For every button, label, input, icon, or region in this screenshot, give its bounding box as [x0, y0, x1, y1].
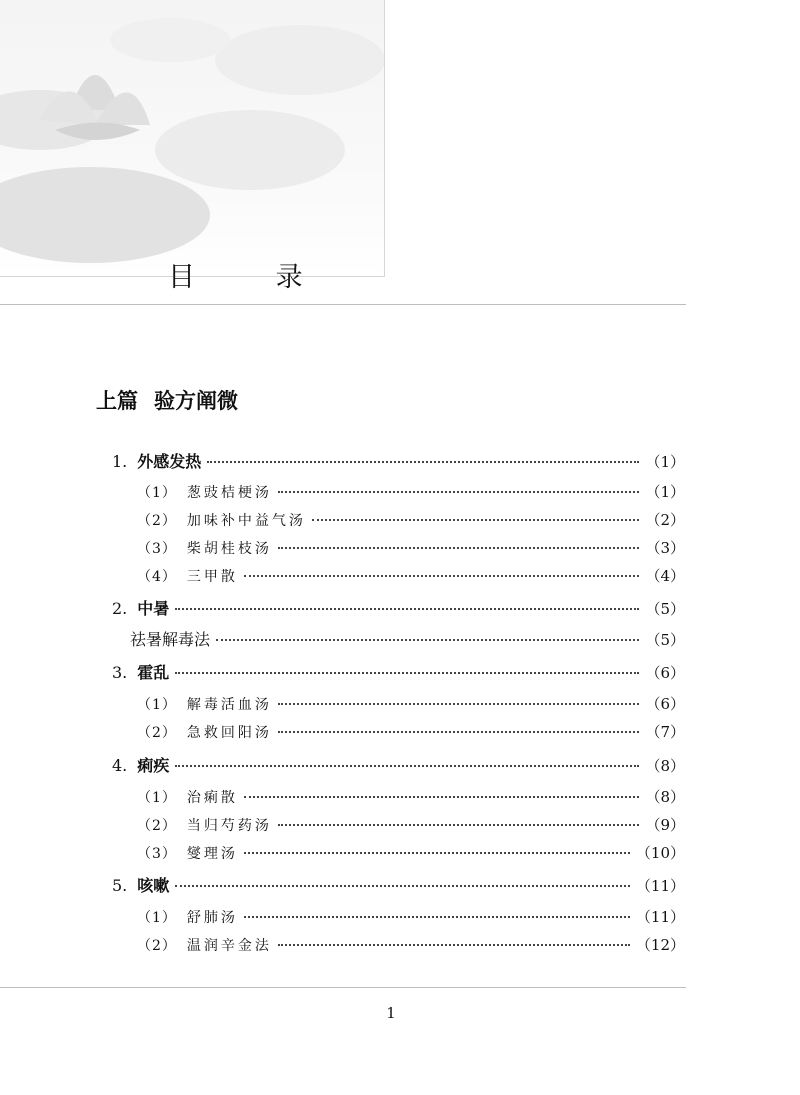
toc-item-entry[interactable]	[137, 536, 685, 560]
toc-item-entry[interactable]	[137, 905, 685, 929]
toc-item-entry[interactable]	[137, 564, 685, 588]
part-heading	[96, 385, 238, 415]
toc-item-entry[interactable]	[137, 692, 685, 716]
entry-title: 加味补中益气汤	[186, 513, 306, 529]
chapter-number: 5.	[112, 876, 128, 895]
item-number: （4）	[137, 569, 177, 585]
entry-page-number: （9）	[645, 816, 685, 834]
item-number: （1）	[137, 910, 177, 926]
dot-leader	[278, 944, 630, 946]
entry-title: 解毒活血汤	[186, 697, 272, 713]
entry-title: 急救回阳汤	[186, 725, 272, 741]
entry-title: 温润辛金法	[186, 938, 272, 954]
page-number: 1	[386, 1004, 396, 1022]
entry-page-number: （3）	[645, 539, 685, 557]
entry-title: 治痢散	[186, 790, 238, 806]
item-number: （2）	[137, 725, 177, 741]
dot-leader	[175, 608, 639, 610]
entry-page-number: （1）	[645, 453, 685, 471]
entry-page-number: （8）	[645, 788, 685, 806]
toc-chapter-entry[interactable]	[112, 450, 685, 474]
entry-title: 葱豉桔梗汤	[186, 485, 272, 501]
chapter-number: 4.	[112, 756, 128, 775]
chapter-number: 2.	[112, 599, 128, 618]
dot-leader	[216, 639, 639, 641]
entry-page-number: （10）	[635, 844, 685, 862]
toc-item-entry[interactable]	[130, 628, 685, 652]
entry-page-number: （5）	[645, 631, 685, 649]
toc-chapter-entry[interactable]	[112, 754, 685, 778]
lotus-banner-image	[0, 0, 385, 277]
dot-leader	[278, 731, 640, 733]
entry-title: 中暑	[137, 599, 170, 618]
chapter-number: 1.	[112, 452, 128, 471]
entry-page-number: （11）	[635, 908, 685, 926]
toc-item-entry[interactable]	[137, 508, 685, 532]
entry-title: 痢疾	[137, 756, 170, 775]
toc-title: 目 录	[168, 262, 339, 293]
lotus-illustration	[0, 0, 384, 276]
dot-leader	[244, 916, 630, 918]
entry-title: 外感发热	[137, 452, 202, 471]
entry-title: 舒肺汤	[186, 910, 238, 926]
item-number: （1）	[137, 697, 177, 713]
entry-page-number: （8）	[645, 757, 685, 775]
entry-page-number: （5）	[645, 600, 685, 618]
dot-leader	[244, 796, 640, 798]
entry-title: 霍乱	[137, 663, 170, 682]
item-number: （3）	[137, 846, 177, 862]
toc-item-entry[interactable]	[137, 933, 685, 957]
dot-leader	[244, 852, 630, 854]
toc-item-entry[interactable]	[137, 785, 685, 809]
dot-leader	[175, 765, 639, 767]
top-divider	[0, 304, 686, 305]
entry-title: 当归芍药汤	[186, 818, 272, 834]
item-number: （1）	[137, 485, 177, 501]
part-label: 上篇	[96, 388, 138, 413]
dot-leader	[244, 575, 640, 577]
toc-item-entry[interactable]	[137, 720, 685, 744]
entry-page-number: （2）	[645, 511, 685, 529]
chapter-number: 3.	[112, 663, 128, 682]
part-title: 验方阐微	[154, 388, 238, 413]
entry-page-number: （6）	[645, 695, 685, 713]
entry-title: 柴胡桂枝汤	[186, 541, 272, 557]
item-number: （2）	[137, 938, 177, 954]
entry-page-number: （11）	[635, 877, 685, 895]
toc-item-entry[interactable]	[137, 813, 685, 837]
item-number: （2）	[137, 513, 177, 529]
entry-page-number: （7）	[645, 723, 685, 741]
toc-item-entry[interactable]	[137, 841, 685, 865]
dot-leader	[278, 491, 640, 493]
toc-chapter-entry[interactable]	[112, 874, 685, 898]
toc-chapter-entry[interactable]	[112, 597, 685, 621]
bottom-divider	[0, 987, 686, 988]
entry-title: 咳嗽	[137, 876, 170, 895]
dot-leader	[278, 824, 640, 826]
entry-title: 燮理汤	[186, 846, 238, 862]
entry-page-number: （1）	[645, 483, 685, 501]
entry-page-number: （4）	[645, 567, 685, 585]
dot-leader	[207, 461, 639, 463]
toc-item-entry[interactable]	[137, 480, 685, 504]
dot-leader	[175, 885, 630, 887]
item-number: （1）	[137, 790, 177, 806]
entry-page-number: （6）	[645, 664, 685, 682]
item-number: （2）	[137, 818, 177, 834]
entry-title: 祛暑解毒法	[130, 630, 211, 649]
item-number: （3）	[137, 541, 177, 557]
dot-leader	[278, 547, 640, 549]
entry-page-number: （12）	[635, 936, 685, 954]
toc-chapter-entry[interactable]	[112, 661, 685, 685]
dot-leader	[278, 703, 640, 705]
entry-title: 三甲散	[186, 569, 238, 585]
dot-leader	[312, 519, 640, 521]
dot-leader	[175, 672, 639, 674]
